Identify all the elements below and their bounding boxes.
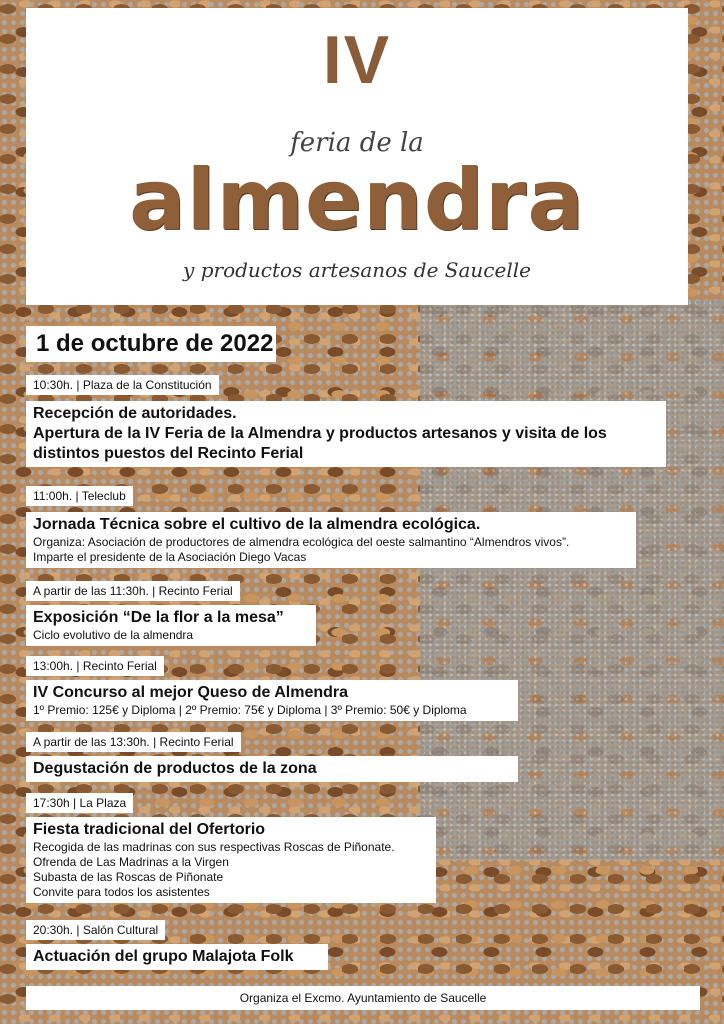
event-block bbox=[26, 680, 518, 721]
almendra-title: almendra bbox=[128, 151, 585, 249]
event-title: Degustación de productos de la zona bbox=[33, 760, 317, 777]
event-desc: 1º Premio: 125€ y Diploma | 2º Premio: 75€ y Diploma | 3º Premio: 50€ y Diploma bbox=[33, 703, 467, 717]
event-desc: Convite para todos los asistentes bbox=[33, 885, 210, 899]
event-block bbox=[26, 401, 666, 467]
event-block bbox=[26, 944, 328, 970]
event-time: A partir de las 13:30h. | Recinto Ferial bbox=[26, 732, 241, 752]
event-title: Actuación del grupo Malajota Folk bbox=[33, 948, 294, 965]
title-panel bbox=[26, 8, 688, 305]
feria-de-la-text: feria de la bbox=[290, 128, 424, 158]
event-title: Fiesta tradicional del Ofertorio bbox=[33, 821, 266, 838]
event-desc: Recogida de las madrinas con sus respectivas Roscas de Piñonate. bbox=[33, 840, 395, 854]
event-title: Recepción de autoridades. bbox=[33, 405, 237, 422]
event-title: IV Concurso al mejor Queso de Almendra bbox=[33, 684, 349, 701]
organizer-footer: Organiza el Excmo. Ayuntamiento de Saucelle bbox=[26, 986, 700, 1010]
event-desc: Subasta de las Roscas de Piñonate bbox=[33, 870, 224, 884]
event-date: 1 de octubre de 2022 bbox=[26, 326, 276, 362]
event-block bbox=[26, 605, 316, 646]
event-time: 13:00h. | Recinto Ferial bbox=[26, 656, 164, 676]
event-title: Apertura de la IV Feria de la Almendra y productos artesanos y visita de los bbox=[33, 425, 607, 442]
event-title: Jornada Técnica sobre el cultivo de la almendra ecológica. bbox=[33, 516, 481, 533]
event-title: Exposición “De la flor a la mesa” bbox=[33, 609, 284, 626]
event-block bbox=[26, 756, 518, 782]
event-block bbox=[26, 817, 436, 903]
edition-number: IV bbox=[322, 22, 392, 98]
event-time: A partir de las 11:30h. | Recinto Ferial bbox=[26, 581, 240, 601]
event-time: 17:30h | La Plaza bbox=[26, 793, 133, 813]
event-title: distintos puestos del Recinto Ferial bbox=[33, 445, 304, 462]
subtitle: y productos artesanos de Saucelle bbox=[183, 258, 531, 282]
event-time: 20:30h. | Salón Cultural bbox=[26, 920, 165, 940]
event-desc: Ofrenda de Las Madrinas a la Virgen bbox=[33, 855, 229, 869]
event-time: 11:00h. | Teleclub bbox=[26, 486, 133, 506]
event-desc: Imparte el presidente de la Asociación Diego Vacas bbox=[33, 550, 307, 564]
event-desc: Organiza: Asociación de productores de almendra ecológica del oeste salmantino “Almendros vivos”. bbox=[33, 535, 570, 549]
event-time: 10:30h. | Plaza de la Constitución bbox=[26, 375, 219, 395]
event-desc: Ciclo evolutivo de la almendra bbox=[33, 628, 194, 642]
event-block bbox=[26, 512, 636, 568]
